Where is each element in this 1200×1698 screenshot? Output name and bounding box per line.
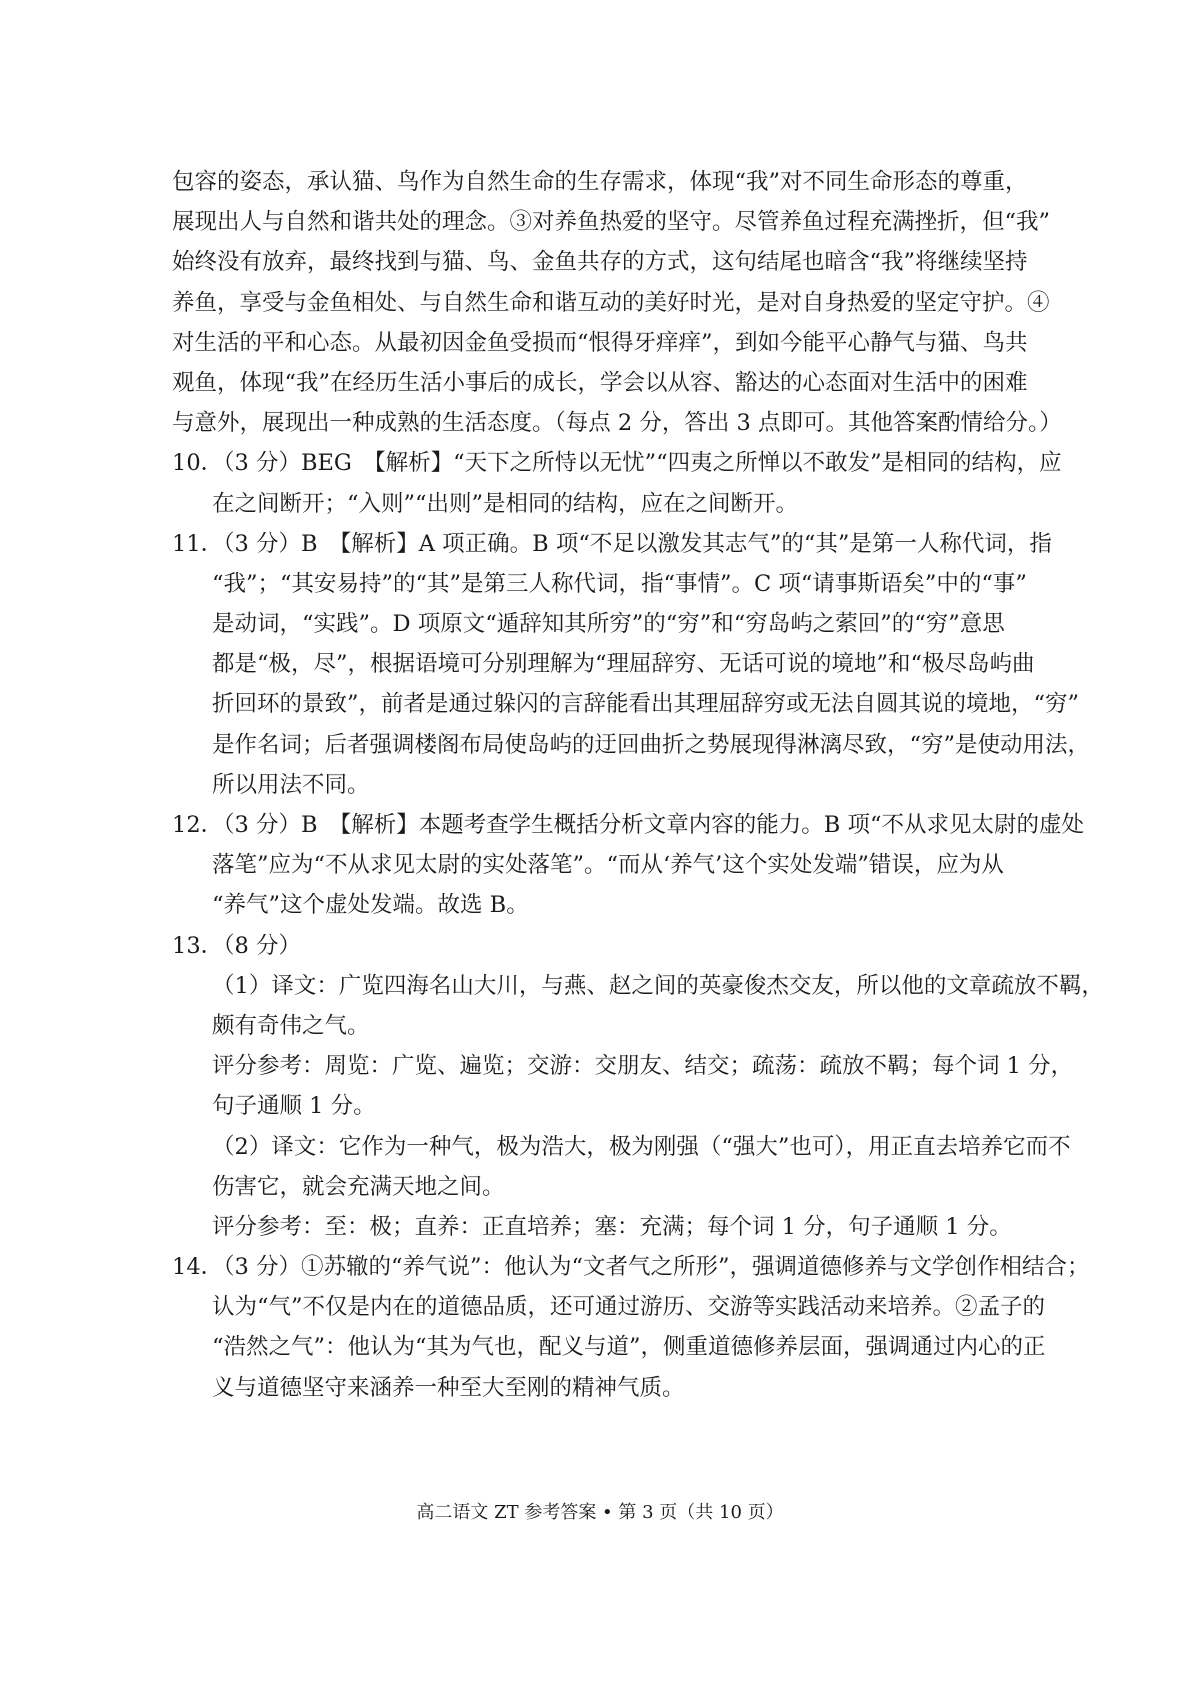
answer-text: 伤害它，就会充满天地之间。 (212, 1173, 505, 1200)
answer-text: 义与道德坚守来涵养一种至大至刚的精神气质。 (212, 1374, 685, 1401)
answer-text: 所以用法不同。 (212, 771, 370, 798)
question-number: 10． (172, 450, 224, 477)
q9-continuation (172, 162, 1062, 443)
text-line: 与意外，展现出一种成熟的生活态度。（每点 2 分，答出 3 点即可。其他答案酌情给分。） (172, 410, 1062, 437)
answer-text: （3 分）B 【解析】A 项正确。B 项“不足以激发其志气”的“其”是第一人称代词，指 (212, 530, 1052, 557)
text-line: 展现出人与自然和谐共处的理念。③对养鱼热爱的坚守。尽管养鱼过程充满挫折，但“我” (172, 209, 1051, 236)
question-13 (172, 926, 1104, 1248)
scoring-note: 句子通顺 1 分。 (212, 1093, 376, 1120)
question-number: 12． (172, 812, 224, 838)
answer-text: 是作名词；后者强调楼阁布局使岛屿的迂回曲折之势展现得淋漓尽致，“穷”是使动用法， (212, 731, 1091, 758)
answer-text: “我”；“其安易持”的“其”是第三人称代词，指“事情”。C 项“请事斯语矣”中的“事” (212, 570, 1027, 597)
text-line: 包容的姿态，承认猫、鸟作为自然生命的生存需求，体现“我”对不同生命形态的尊重， (172, 169, 1028, 195)
answer-text: 颇有奇伟之气。 (212, 1012, 370, 1039)
question-14 (172, 1247, 1090, 1408)
answer-text: （2）译文：它作为一种气，极为浩大，极为刚强（“强大”也可），用正直去培养它而不 (212, 1133, 1071, 1160)
answer-text: （3 分）B 【解析】本题考查学生概括分析文章内容的能力。B 项“不从求见太尉的虚处 (212, 812, 1084, 838)
answer-text: （3 分）①苏辙的“养气说”：他认为“文者气之所形”，强调道德修养与文学创作相结合； (212, 1254, 1090, 1281)
question-number: 13． (172, 932, 224, 959)
scoring-note: 评分参考：周览：广览、遍览；交游：交朋友、结交；疏荡：疏放不羁；每个词 1 分， (212, 1053, 1074, 1080)
question-10 (172, 443, 1062, 523)
answer-text: （3 分）BEG 【解析】“天下之所恃以无忧”“四夷之所惮以不敢发”是相同的结构，应 (212, 450, 1062, 477)
text-line: 对生活的平和心态。从最初因金鱼受损而“恨得牙痒痒”，到如今能平心静气与猫、鸟共 (172, 329, 1028, 356)
scoring-note: 评分参考：至：极；直养：正直培养；塞：充满；每个词 1 分，句子通顺 1 分。 (212, 1213, 1012, 1240)
answer-text: 认为“气”不仅是内在的道德品质，还可通过游历、交游等实践活动来培养。②孟子的 (212, 1294, 1046, 1321)
question-12 (172, 805, 1084, 926)
question-line (172, 1247, 1090, 1287)
question-11 (172, 524, 1091, 805)
answer-text: 都是“极，尽”，根据语境可分别理解为“理屈辞穷、无话可说的境地”和“极尽岛屿曲 (212, 651, 1035, 678)
answer-text: “养气”这个虚处发端。故选 B。 (212, 892, 529, 919)
question-number: 14． (172, 1254, 224, 1281)
text-line: 观鱼，体现“我”在经历生活小事后的成长，学会以从容、豁达的心态面对生活中的困难 (172, 369, 1028, 396)
question-line (172, 443, 1062, 483)
question-line (172, 805, 1084, 845)
question-number: 11． (172, 530, 224, 557)
text-line: 养鱼，享受与金鱼相处、与自然生命和谐互动的美好时光，是对自身热爱的坚定守护。④ (172, 289, 1050, 316)
answer-text: 在之间断开；“入则”“出则”是相同的结构，应在之间断开。 (212, 490, 799, 517)
text-line: 始终没有放弃，最终找到与猫、鸟、金鱼共存的方式，这句结尾也暗含“我”将继续坚持 (172, 249, 1028, 276)
answer-text: 落笔”应为“不从求见太尉的实处落笔”。“而从‘养气’这个实处发端”错误，应为从 (212, 852, 1004, 879)
answer-text: （8 分） (212, 932, 301, 959)
answer-text: 是动词，“实践”。D 项原文“遁辞知其所穷”的“穷”和“穷岛屿之萦回”的“穷”意思 (212, 611, 1005, 638)
question-line (172, 926, 1032, 966)
page-footer: 高二语文 ZT 参考答案 • 第 3 页（共 10 页） (416, 1502, 784, 1523)
answer-content (172, 162, 1104, 1408)
answer-text: （1）译文：广览四海名山大川，与燕、赵之间的英豪俊杰交友，所以他的文章疏放不羁， (212, 972, 1104, 999)
answer-text: 折回环的景致”，前者是通过躲闪的言辞能看出其理屈辞穷或无法自圆其说的境地，“穷” (212, 691, 1080, 718)
question-line (172, 524, 1052, 564)
answer-text: “浩然之气”：他认为“其为气也，配义与道”，侧重道德修养层面，强调通过内心的正 (212, 1334, 1046, 1361)
